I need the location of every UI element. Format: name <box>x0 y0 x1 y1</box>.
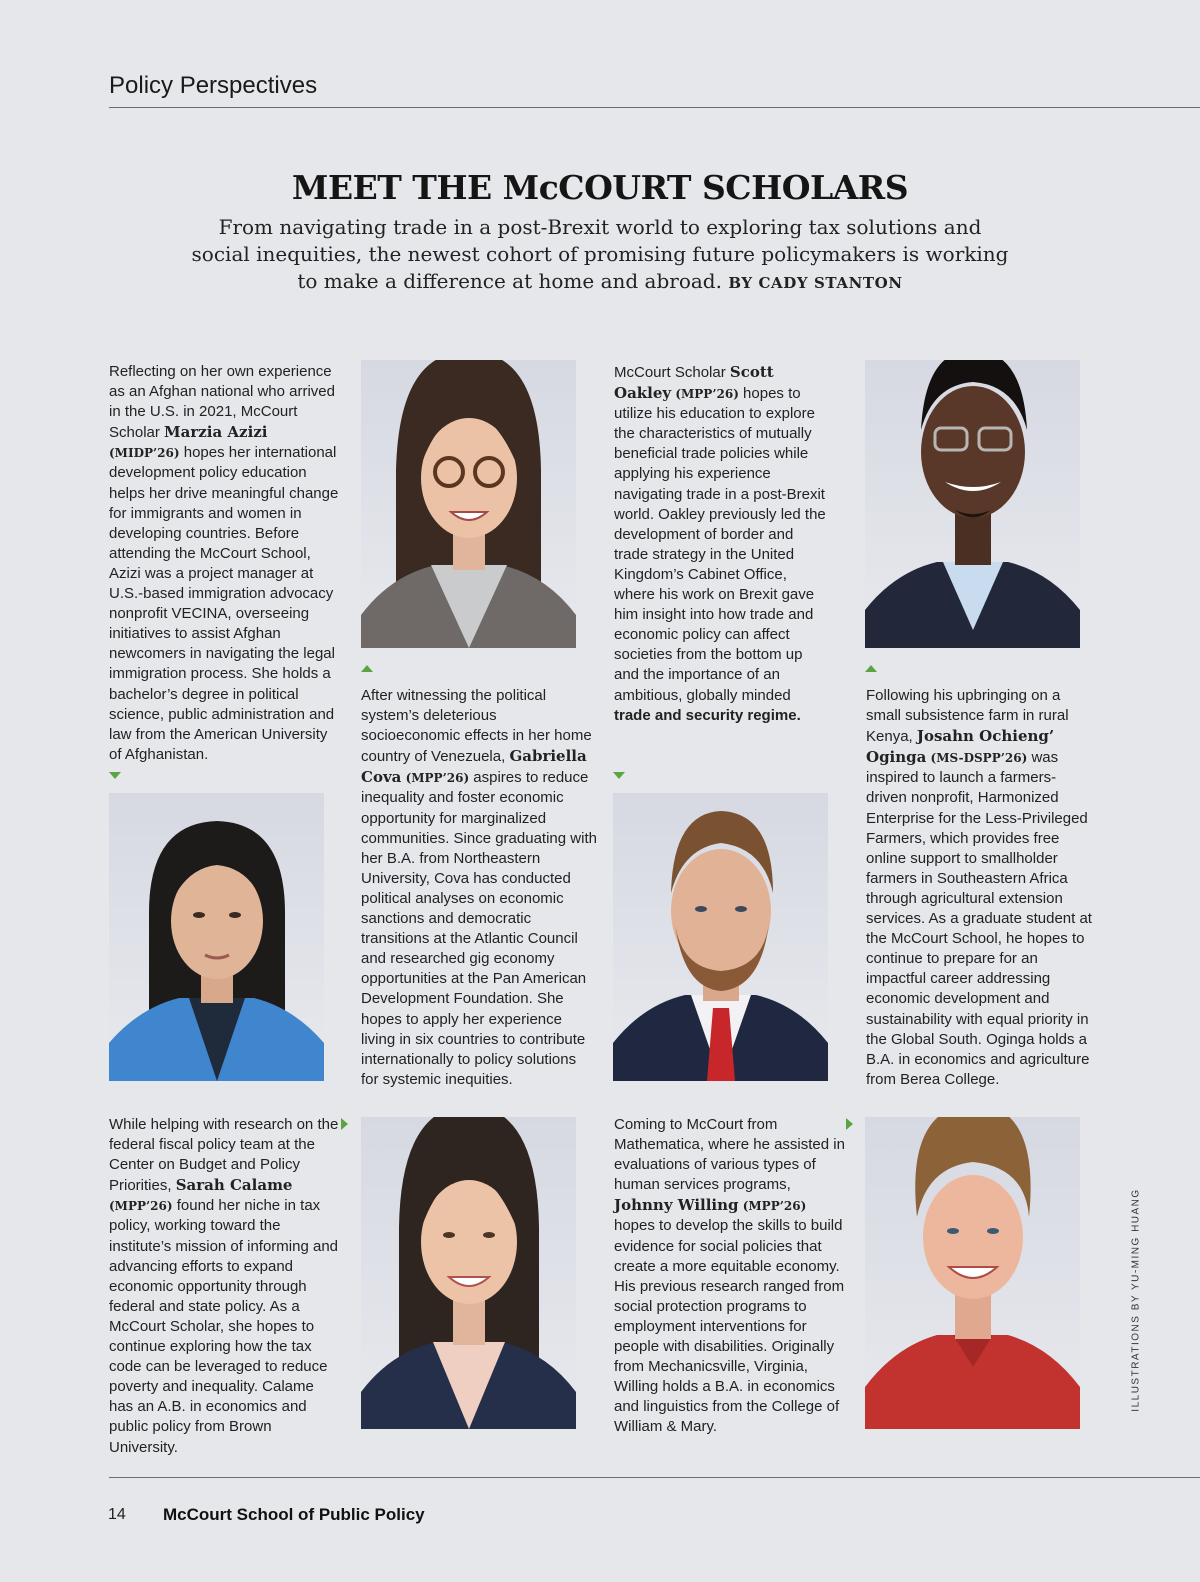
bio-text: found her niche in tax policy, working toward the institute’s mission of informing and advancing efforts to expand economic opportunity through federal and state policy. As a McCourt Scholar, she hopes to continue exploring how the tax code can be leveraged to reduce poverty and inequality. Calame has an A.B. in economics and public policy from Brown University. <box>109 1197 338 1456</box>
arrow-up-icon <box>361 665 373 672</box>
scholar-degree: (MPP’26) <box>675 387 739 402</box>
scholar-degree: (MPP’26) <box>109 1199 173 1214</box>
arrow-right-icon <box>341 1118 348 1130</box>
bio-text: hopes to utilize his education to explore the characteristics of mutually beneficial trade policies while applying his experience navigating trade in a post-Brexit world. Oakley previously led the development of border and trade strategy in the United Kingdom’s Cabinet Office, where his work on Brexit gave him insight into how trade and economic policy can affect societies from the bottom up and the importance of an ambitious, globally minded <box>614 385 826 704</box>
bio-text: Reflecting on her own experience as an Afghan national who arrived in the U.S. in 2021, McCourt Scholar <box>109 363 335 442</box>
scholar-bio-azizi <box>109 362 341 765</box>
bio-text: While helping with research on the federal fiscal policy team at the Center on Budget and Policy Priorities, <box>109 1116 339 1195</box>
scholar-degree: (MPP’26) <box>405 771 470 786</box>
portrait-calame <box>361 1117 576 1429</box>
bio-text: Coming to McCourt from Mathematica, where he assisted in evaluations of various types of human services programs, <box>614 1116 845 1194</box>
scholar-name: Johnny Willing <box>614 1196 739 1215</box>
page-number: 14 <box>108 1506 126 1523</box>
illustration-credit: ILLUSTRATIONS BY YU-MING HUANG <box>1130 1188 1142 1412</box>
section-label: Policy Perspectives <box>109 72 318 99</box>
arrow-down-icon <box>613 772 625 779</box>
portrait-azizi <box>109 793 324 1081</box>
scholar-bio-willing <box>614 1115 846 1438</box>
portrait-oakley <box>613 793 828 1081</box>
byline: BY CADY STANTON <box>728 274 903 292</box>
scholar-degree: (MIDP’26) <box>109 446 180 461</box>
bio-text: trade and security regime. <box>614 706 801 724</box>
bio-text: was inspired to launch a farmers-driven nonprofit, Harmonized Enterprise for the Less-Privileged Farmers, which provides free online support to smallholder farmers in Southeastern Africa through agricultural extension services. As a graduate student at the McCourt School, he hopes to continue to prepare for an impactful career addressing economic development and sustainability with equal priority in the Global South. Oginga holds a B.A. in economics and agriculture from Berea College. <box>866 749 1092 1088</box>
bio-text: Following his upbringing on a small subsistence farm in rural Kenya, <box>866 687 1069 746</box>
scholar-name: Marzia Azizi <box>164 423 268 442</box>
scholar-name: Josahn Ochieng’ Oginga <box>866 727 1055 767</box>
deck-text: From navigating trade in a post-Brexit world to exploring tax solutions and social inequities, the newest cohort of promising future policymakers is working to make a difference at home and abroad. <box>191 215 1009 293</box>
arrow-right-icon <box>846 1118 853 1130</box>
header-rule <box>109 107 1200 108</box>
portrait-oginga <box>865 360 1080 648</box>
publication-name: McCourt School of Public Policy <box>163 1505 425 1524</box>
portrait-willing <box>865 1117 1080 1429</box>
scholar-bio-cova <box>361 686 597 1090</box>
bio-text: McCourt Scholar <box>614 364 730 381</box>
bio-text: hopes her international development policy education helps her drive meaningful change for immigrants and women in developing countries. Before attending the McCourt School, Azizi was a project manager at U.S.-based immigration advocacy nonprofit VECINA, overseeing initiatives to assist Afghan newcomers in navigating the legal immigration process. She holds a bachelor’s degree in political science, public administration and law from the American University of Afghanistan. <box>109 444 339 763</box>
bio-text: After witnessing the political system’s deleterious socioeconomic effects in her home country of Venezuela, <box>361 687 592 766</box>
scholar-name: Gabriella Cova <box>361 747 587 787</box>
article-deck <box>190 214 1010 297</box>
arrow-up-icon <box>865 665 877 672</box>
footer-rule <box>109 1477 1200 1478</box>
arrow-down-icon <box>109 772 121 779</box>
article-title: MEET THE McCOURT SCHOLARS <box>291 168 909 207</box>
scholar-bio-calame <box>109 1115 341 1458</box>
scholar-degree: (MS-DSPP’26) <box>930 751 1028 766</box>
scholar-degree: (MPP’26) <box>742 1199 807 1214</box>
scholar-bio-oakley <box>614 362 828 726</box>
scholar-name: Scott Oakley <box>614 363 774 403</box>
bio-text: aspires to reduce inequality and foster economic opportunity for marginalized communities. Since graduating with her B.A. from Northeastern University, Cova has conducted political analyses on economic sanctions and democratic transitions at the Atlantic Council and researched gig economy opportunities at the Pan American Development Foundation. She hopes to apply her experience living in six countries to contribute internationally to policy solutions for systemic inequities. <box>361 769 597 1088</box>
scholar-bio-oginga <box>866 686 1096 1090</box>
bio-text: hopes to develop the skills to build evidence for social policies that create a more equitable economy. His previous research ranged from social protection programs to employment interventions for people with disabilities. Originally from Mechanicsville, Virginia, Willing holds a B.A. in economics and linguistics from the College of William & Mary. <box>614 1217 845 1436</box>
portrait-cova <box>361 360 576 648</box>
scholar-name: Sarah Calame <box>175 1176 293 1195</box>
